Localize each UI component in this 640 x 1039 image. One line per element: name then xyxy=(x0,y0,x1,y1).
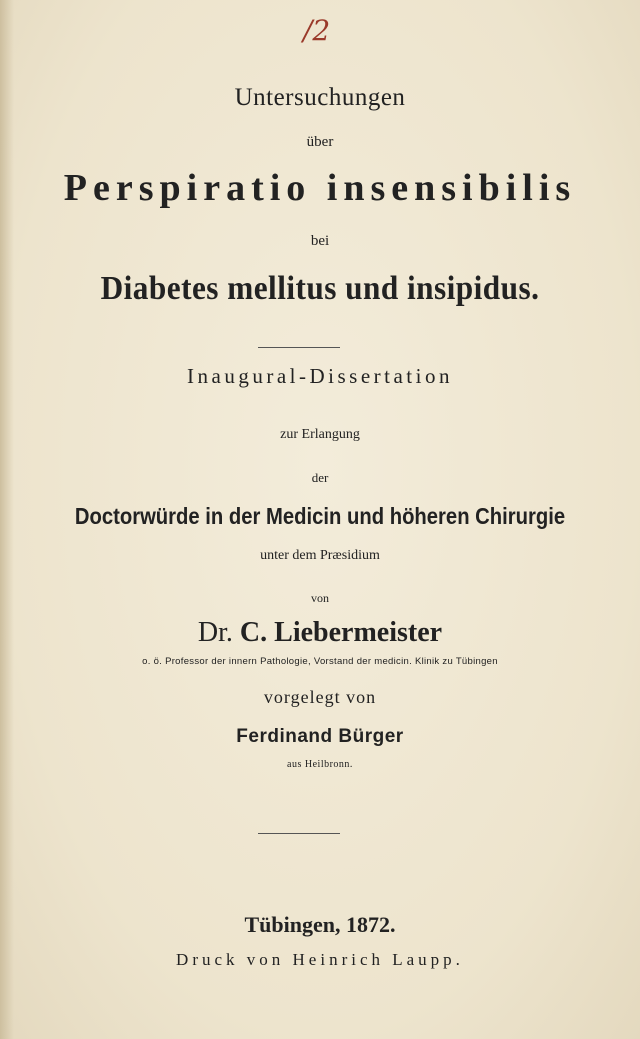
presidium: unter dem Præsidium xyxy=(260,548,380,563)
author-name: Ferdinand Bürger xyxy=(236,726,404,747)
supervisor xyxy=(0,617,640,649)
purpose-line-1: zur Erlangung xyxy=(280,427,360,442)
degree: Doctorwürde in der Medicin und höheren Chirurgie xyxy=(74,503,566,529)
purpose-line-2: der xyxy=(311,470,329,485)
von-line: von xyxy=(311,591,329,605)
preposition-ueber: über xyxy=(306,134,334,150)
handwritten-mark: /2 xyxy=(303,14,331,47)
place-year: Tübingen, 1872. xyxy=(244,912,396,937)
document-type: Inaugural-Dissertation xyxy=(187,364,453,388)
heading: Untersuchungen xyxy=(234,84,406,111)
main-title: Perspiratio insensibilis xyxy=(63,167,577,209)
preposition-bei: bei xyxy=(310,233,330,249)
author-origin: aus Heilbronn. xyxy=(287,759,353,770)
divider-bottom xyxy=(258,833,340,834)
divider-top xyxy=(258,347,340,348)
submitted-by: vorgelegt von xyxy=(263,687,377,707)
supervisor-prefix: Dr. xyxy=(197,617,233,648)
page-edge-shadow xyxy=(0,0,14,1039)
subject-title: Diabetes mellitus und insipidus. xyxy=(100,270,540,307)
supervisor-role: o. ö. Professor der innern Pathologie, Vorstand der medicin. Klinik zu Tübingen xyxy=(142,656,498,667)
supervisor-name: C. Liebermeister xyxy=(239,617,443,648)
printer: Druck von Heinrich Laupp. xyxy=(176,950,464,969)
